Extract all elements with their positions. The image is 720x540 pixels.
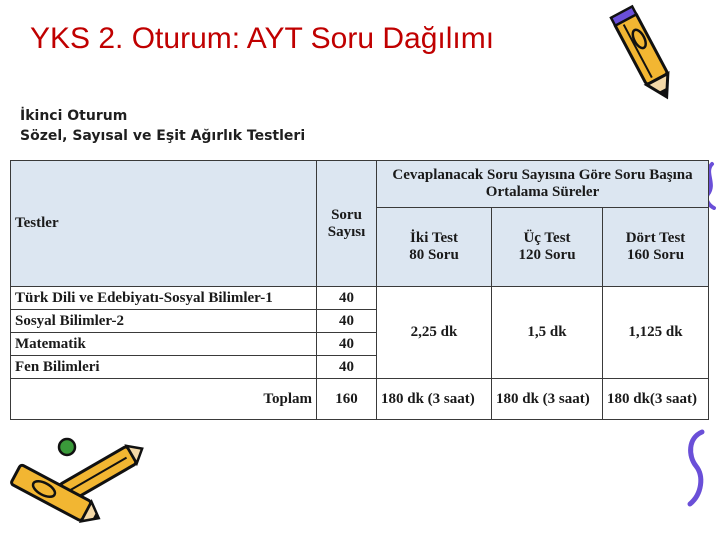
total-count: 160	[317, 379, 377, 420]
question-count: 40	[317, 356, 377, 379]
section-heading	[20, 106, 305, 146]
question-count: 40	[317, 287, 377, 310]
question-count: 40	[317, 333, 377, 356]
question-count: 40	[317, 310, 377, 333]
header-scenario	[492, 208, 603, 287]
header-scenario	[603, 208, 709, 287]
test-name: Fen Bilimleri	[11, 356, 317, 379]
green-cap-icon	[56, 436, 78, 458]
total-duration: 180 dk(3 saat)	[603, 379, 709, 420]
total-duration: 180 dk (3 saat)	[377, 379, 492, 420]
test-name: Türk Dili ve Edebiyatı-Sosyal Bilimler-1	[11, 287, 317, 310]
avg-time: 1,125 dk	[603, 287, 709, 379]
slide-title: YKS 2. Oturum: AYT Soru Dağılımı	[30, 22, 495, 55]
question-distribution-table	[10, 160, 709, 420]
scenario-label: Dört Test	[625, 230, 686, 246]
header-question-count: Soru Sayısı	[317, 161, 377, 287]
scenario-label: İki Test	[410, 230, 458, 246]
total-duration: 180 dk (3 saat)	[492, 379, 603, 420]
avg-time: 2,25 dk	[377, 287, 492, 379]
header-tests: Testler	[11, 161, 317, 287]
scenario-questions: 120 Soru	[518, 247, 576, 263]
total-row	[11, 379, 709, 420]
purple-squiggle-icon	[680, 428, 710, 508]
header-scenario	[377, 208, 492, 287]
section-heading-line2: Sözel, Sayısal ve Eşit Ağırlık Testleri	[20, 128, 306, 144]
section-heading-line1: İkinci Oturum	[20, 108, 128, 124]
test-name: Matematik	[11, 333, 317, 356]
header-avg-time-group: Cevaplanacak Soru Sayısına Göre Soru Başına Ortalama Süreler	[377, 161, 709, 208]
pencil-icon	[0, 458, 110, 534]
table-row	[11, 287, 709, 310]
pencil-icon	[602, 4, 688, 104]
total-label: Toplam	[11, 379, 317, 420]
scenario-questions: 80 Soru	[409, 247, 459, 263]
scenario-questions: 160 Soru	[626, 247, 685, 263]
scenario-label: Üç Test	[523, 230, 571, 246]
test-name: Sosyal Bilimler-2	[11, 310, 317, 333]
avg-time: 1,5 dk	[492, 287, 603, 379]
